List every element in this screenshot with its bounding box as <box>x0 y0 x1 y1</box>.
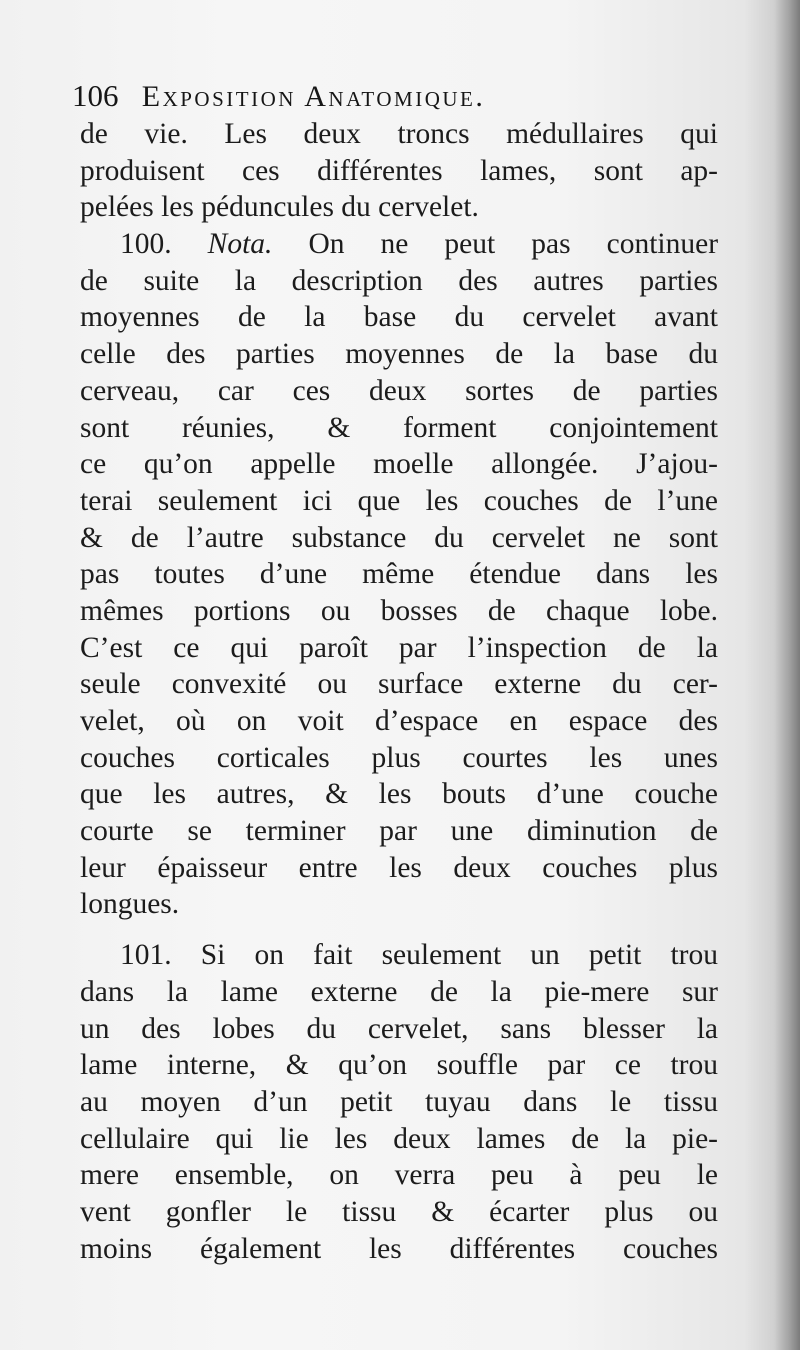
page-header <box>72 78 732 118</box>
text-line: leur épaisseur entre les deux couches plus <box>80 851 718 884</box>
text-fragment: On ne peut pas continuer <box>308 228 719 261</box>
text-line: de vie. Les deux troncs médullaires qui <box>80 118 718 150</box>
text-line: seule convexité ou surface externe du cer- <box>80 668 718 701</box>
nota-label: Nota. <box>207 228 273 261</box>
text-line: un des lobes du cervelet, sans blesser la <box>80 1012 718 1045</box>
text-line: & de l’autre substance du cervelet ne sont <box>80 521 718 554</box>
text-line: que les autres, & les bouts d’une couche <box>80 778 718 811</box>
text-line: couches corticales plus courtes les unes <box>80 741 718 774</box>
text-line: pelées les péduncules du cervelet. <box>80 191 479 224</box>
paragraph-number: 100. <box>120 228 172 261</box>
text-line: celle des parties moyennes de la base du <box>80 338 718 371</box>
text-line: de suite la description des autres parties <box>80 264 718 297</box>
text-line: longues. <box>80 888 180 921</box>
text-line: moyennes de la base du cervelet avant <box>80 301 718 334</box>
text-line: mêmes portions ou bosses de chaque lobe. <box>80 594 718 627</box>
paragraph-number: 101. <box>120 939 172 972</box>
text-line: courte se terminer par une diminution de <box>80 815 718 848</box>
paragraph-101-first-line <box>80 937 718 974</box>
text-line: sont réunies, & forment conjointement <box>80 411 718 444</box>
text-line: lame interne, & qu’on souffle par ce trou <box>80 1049 718 1082</box>
running-title: Exposition Anatomique. <box>141 80 486 113</box>
text-line: C’est ce qui paroît par l’inspection de la <box>80 631 718 664</box>
paragraph-100-first-line <box>80 226 718 263</box>
text-line: cerveau, car ces deux sortes de parties <box>80 374 718 407</box>
text-line: velet, où on voit d’espace en espace des <box>80 705 718 737</box>
spine-shadow <box>774 0 800 1350</box>
text-fragment: Si on fait seulement un petit trou <box>200 939 719 972</box>
text-line: au moyen d’un petit tuyau dans le tissu <box>80 1085 718 1118</box>
text-line: moins également les différentes couches <box>80 1232 718 1265</box>
text-line: cellulaire qui lie les deux lames de la pie- <box>80 1122 718 1155</box>
text-line: mere ensemble, on verra peu à peu le <box>80 1159 718 1192</box>
body-text <box>80 116 718 1267</box>
text-line: dans la lame externe de la pie-mere sur <box>80 975 718 1008</box>
text-line: produisent ces différentes lames, sont ap- <box>80 154 718 187</box>
text-line: pas toutes d’une même étendue dans les <box>80 558 718 591</box>
text-line: terai seulement ici que les couches de l’une <box>80 484 718 517</box>
text-line: ce qu’on appelle moelle allongée. J’ajou- <box>80 448 718 481</box>
page-number: 106 <box>72 78 119 113</box>
text-line: vent gonfler le tissu & écarter plus ou <box>80 1195 718 1228</box>
